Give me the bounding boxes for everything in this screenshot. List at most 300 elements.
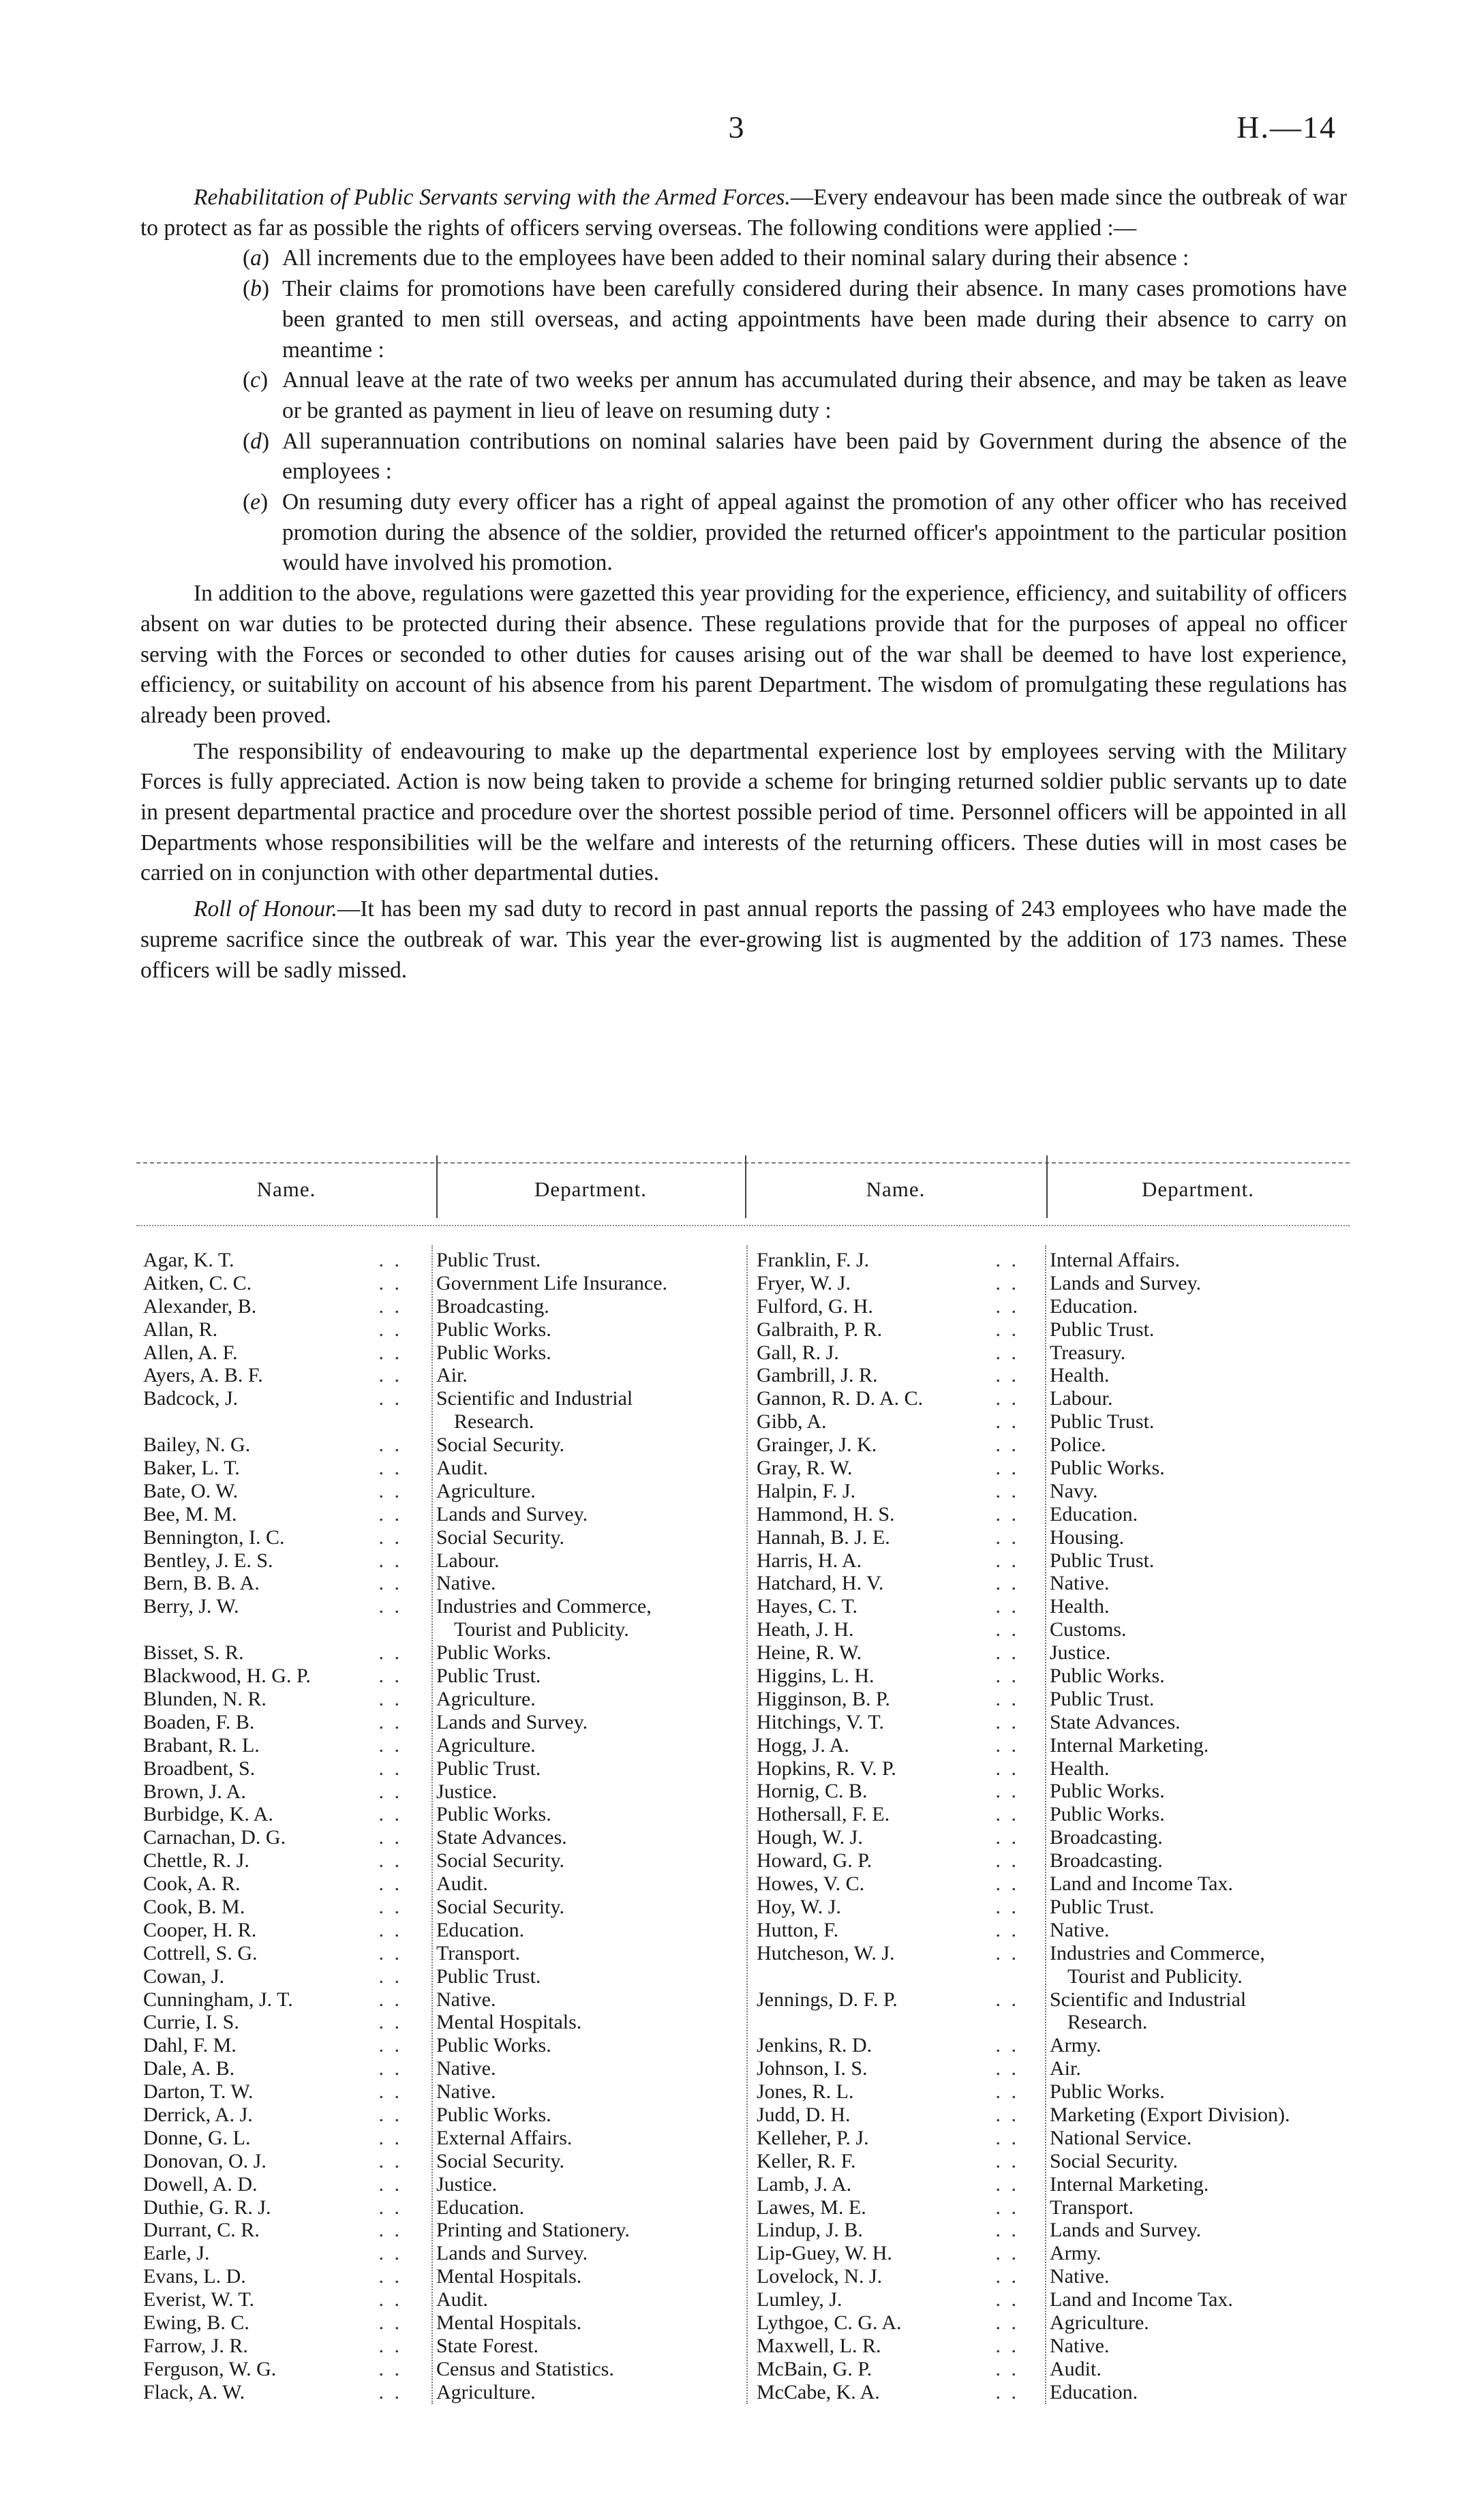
roll-entry <box>746 2358 1353 2381</box>
entry-name: Jones, R. L. <box>757 2080 854 2104</box>
leader-dots: . . <box>378 2011 402 2034</box>
entry-department <box>1050 1665 1353 1688</box>
department-text: Industries and Commerce, <box>436 1595 652 1618</box>
leader-dots: . . <box>995 2311 1019 2334</box>
roll-entry <box>746 1757 1353 1780</box>
roll-entry <box>136 1318 743 1341</box>
department-continuation: Research. <box>1067 2011 1148 2034</box>
leader-dots: . . <box>995 1457 1019 1480</box>
leader-dots: . . <box>995 1757 1019 1780</box>
leader-dots: . . <box>378 2219 402 2242</box>
entry-name: Dale, A. B. <box>143 2057 235 2080</box>
roll-left-list <box>136 1249 743 2404</box>
entry-name: Earle, J. <box>143 2242 210 2265</box>
department-text: Audit. <box>436 1872 488 1896</box>
leader-dots: . . <box>378 1549 402 1572</box>
table-header-rule <box>136 1225 1350 1226</box>
leader-dots: . . <box>995 1826 1019 1849</box>
leader-dots: . . <box>995 1502 1019 1525</box>
roll-entry <box>136 1433 743 1457</box>
entry-department <box>1050 1826 1353 1849</box>
department-text: Air. <box>436 1364 468 1387</box>
entry-department <box>1050 1433 1353 1457</box>
entry-department <box>436 1780 736 1804</box>
entry-name: Blunden, N. R. <box>143 1687 267 1710</box>
department-text: Lands and Survey. <box>436 2242 588 2265</box>
entry-department <box>436 2173 736 2196</box>
department-text: Transport. <box>1050 2196 1134 2219</box>
department-text: Internal Marketing. <box>1050 1733 1209 1757</box>
leader-dots: . . <box>995 1364 1019 1387</box>
department-text: Justice. <box>436 2172 498 2196</box>
entry-department <box>1050 2104 1353 2127</box>
entry-department <box>436 2311 736 2335</box>
department-text: Audit. <box>436 2288 488 2311</box>
entry-name: Alexander, B. <box>143 1294 257 1318</box>
roll-entry <box>746 1849 1353 1872</box>
department-text: Public Trust. <box>1050 1410 1155 1433</box>
leader-dots: . . <box>378 1757 402 1780</box>
roll-entry <box>136 2127 743 2150</box>
condition-label: ( b ) <box>243 274 277 305</box>
roll-entry <box>136 2311 743 2335</box>
leader-dots: . . <box>378 1525 402 1549</box>
leader-dots: . . <box>378 2172 402 2196</box>
entry-department <box>1050 1595 1353 1618</box>
department-text: Broadcasting. <box>1050 1849 1163 1872</box>
roll-entry <box>746 2242 1353 2265</box>
leader-dots: . . <box>378 1294 402 1318</box>
department-text: Public Works. <box>436 1318 551 1341</box>
rehabilitation-heading: Rehabilitation of Public Servants serving with the Armed Forces. <box>194 185 791 210</box>
entry-department <box>436 1480 736 1503</box>
department-text: Social Security. <box>1050 2149 1179 2172</box>
entry-department <box>436 1641 736 1665</box>
leader-dots: . . <box>378 1341 402 1364</box>
entry-name: Lip-Guey, W. H. <box>757 2242 892 2265</box>
leader-dots: . . <box>378 1780 402 1803</box>
roll-entry <box>746 2311 1353 2335</box>
entry-name: Hitchings, V. T. <box>757 1710 884 1733</box>
entry-department <box>436 1341 736 1365</box>
entry-department <box>436 1526 736 1549</box>
department-text: Public Works. <box>1050 1780 1165 1803</box>
roll-entry <box>746 2104 1353 2127</box>
department-text: Lands and Survey. <box>1050 1271 1202 1294</box>
entry-name: Judd, D. H. <box>757 2103 851 2126</box>
entry-name: Lawes, M. E. <box>757 2196 866 2219</box>
roll-entry <box>136 1595 743 1641</box>
entry-name: Hammond, H. S. <box>757 1502 895 1525</box>
entry-name: Aitken, C. C. <box>143 1271 252 1294</box>
department-text: Census and Statistics. <box>436 2357 614 2380</box>
department-text: Native. <box>436 2080 496 2104</box>
department-text: Public Trust. <box>1050 1687 1155 1710</box>
department-text: Public Trust. <box>436 1757 541 1780</box>
department-text: Public Works. <box>436 2034 551 2057</box>
department-text: Labour. <box>436 1549 500 1572</box>
leader-dots: . . <box>378 1249 402 1271</box>
department-text: Agriculture. <box>436 1733 536 1757</box>
department-text: State Advances. <box>436 1826 567 1849</box>
entry-name: Currie, I. S. <box>143 2011 239 2034</box>
entry-department <box>436 1734 736 1757</box>
entry-name: Lovelock, N. J. <box>757 2265 883 2288</box>
roll-entry <box>136 2381 743 2404</box>
leader-dots: . . <box>995 1918 1019 1941</box>
entry-department <box>436 2381 736 2404</box>
department-text: Broadcasting. <box>436 1294 549 1318</box>
leader-dots: . . <box>378 1803 402 1826</box>
department-text: Navy. <box>1050 1479 1098 1502</box>
entry-name: Allan, R. <box>143 1318 218 1341</box>
roll-entry <box>136 1503 743 1526</box>
entry-name: Halpin, F. J. <box>757 1479 856 1502</box>
department-text: State Advances. <box>1050 1710 1181 1733</box>
leader-dots: . . <box>995 1294 1019 1318</box>
roll-entry <box>136 1295 743 1318</box>
leader-dots: . . <box>378 2311 402 2334</box>
entry-name: Flack, A. W. <box>143 2380 245 2403</box>
entry-name: Duthie, G. R. J. <box>143 2196 271 2219</box>
condition-item <box>140 274 1347 365</box>
entry-name: Carnachan, D. G. <box>143 1826 286 1849</box>
roll-entry <box>746 2127 1353 2150</box>
leader-dots: . . <box>995 1433 1019 1457</box>
entry-name: Brabant, R. L. <box>143 1733 260 1757</box>
roll-entry <box>136 1872 743 1896</box>
leader-dots: . . <box>995 2288 1019 2311</box>
leader-dots: . . <box>995 1849 1019 1872</box>
entry-department <box>436 1503 736 1526</box>
leader-dots: . . <box>995 2103 1019 2126</box>
department-text: Public Trust. <box>436 1964 541 1988</box>
entry-department <box>436 2358 736 2381</box>
roll-entry <box>136 2219 743 2242</box>
leader-dots: . . <box>995 2219 1019 2242</box>
department-text: Scientific and Industrial <box>1050 1988 1247 2011</box>
department-text: Education. <box>1050 2380 1138 2403</box>
entry-name: Everist, W. T. <box>143 2288 255 2311</box>
entry-department <box>1050 1457 1353 1480</box>
department-text: Scientific and Industrial <box>436 1387 633 1410</box>
department-text: Education. <box>1050 1294 1138 1318</box>
condition-item <box>140 365 1347 426</box>
roll-entry <box>136 2242 743 2265</box>
roll-entry <box>746 1480 1353 1503</box>
entry-department <box>436 2196 736 2219</box>
entry-name: Cooper, H. R. <box>143 1918 257 1941</box>
roll-entry <box>746 1457 1353 1480</box>
entry-name: Hutton, F. <box>757 1918 839 1941</box>
entry-department <box>436 2057 736 2080</box>
department-text: Public Works. <box>1050 1803 1165 1826</box>
roll-entry <box>746 1595 1353 1618</box>
roll-entry <box>136 1711 743 1734</box>
department-text: Treasury. <box>1050 1341 1126 1364</box>
entry-department <box>436 1364 736 1387</box>
entry-department <box>1050 2127 1353 2150</box>
roll-of-honour-intro <box>140 894 1347 986</box>
roll-entry <box>746 1526 1353 1549</box>
entry-name: Harris, H. A. <box>757 1549 862 1572</box>
department-text: Public Trust. <box>1050 1549 1155 1572</box>
entry-name: Cowan, J. <box>143 1964 225 1988</box>
roll-entry <box>136 1849 743 1872</box>
entry-department <box>436 1457 736 1480</box>
department-text: Internal Marketing. <box>1050 2172 1209 2196</box>
department-text: Agriculture. <box>436 1687 536 1710</box>
entry-name: Bee, M. M. <box>143 1502 237 1525</box>
department-text: Labour. <box>1050 1387 1113 1410</box>
roll-entry <box>136 1896 743 1919</box>
roll-entry <box>746 1665 1353 1688</box>
leader-dots: . . <box>995 1941 1019 1964</box>
entry-department <box>436 1549 736 1573</box>
leader-dots: . . <box>378 1433 402 1457</box>
department-text: Land and Income Tax. <box>1050 2288 1233 2311</box>
conditions-list <box>140 243 1347 579</box>
roll-entry <box>136 1387 743 1433</box>
department-continuation: Tourist and Publicity. <box>1067 1964 1243 1988</box>
entry-department <box>1050 2265 1353 2288</box>
roll-entry <box>136 2173 743 2196</box>
leader-dots: . . <box>378 2380 402 2403</box>
leader-dots: . . <box>995 2080 1019 2104</box>
leader-dots: . . <box>995 2334 1019 2357</box>
roll-entry <box>136 2011 743 2034</box>
department-text: Broadcasting. <box>1050 1826 1163 1849</box>
roll-entry <box>136 1341 743 1365</box>
leader-dots: . . <box>995 2265 1019 2288</box>
roll-of-honour-text: —It has been my sad duty to record in past annual reports the passing of 243 employees who have made the supreme sacrifice since the outbreak of war. This year the ever-growing list is augmented by the addition of 173 names. These officers will be sadly missed. <box>140 896 1347 983</box>
department-text: Health. <box>1050 1595 1110 1618</box>
roll-entry <box>746 2288 1353 2311</box>
roll-entry <box>136 1965 743 1988</box>
roll-entry <box>136 1757 743 1780</box>
entry-name: Gibb, A. <box>757 1410 827 1433</box>
leader-dots: . . <box>378 1457 402 1480</box>
department-text: Native. <box>1050 2334 1110 2357</box>
roll-entry <box>136 1826 743 1849</box>
entry-name: Donovan, O. J. <box>143 2149 267 2172</box>
department-text: Social Security. <box>436 1525 565 1549</box>
department-text: Public Works. <box>436 1803 551 1826</box>
entry-department <box>1050 1318 1353 1341</box>
roll-entry <box>136 2104 743 2127</box>
leader-dots: . . <box>378 2034 402 2057</box>
entry-department <box>436 2335 736 2358</box>
department-text: Audit. <box>436 1457 488 1480</box>
roll-right-column <box>746 1249 1353 2404</box>
department-text: Marketing (Export Division). <box>1050 2103 1290 2126</box>
department-text: Social Security. <box>436 2149 565 2172</box>
entry-department <box>1050 2242 1353 2265</box>
department-text: Transport. <box>436 1941 521 1964</box>
entry-department <box>1050 1364 1353 1387</box>
entry-name: Cook, A. R. <box>143 1872 241 1896</box>
department-text: Agriculture. <box>436 1479 536 1502</box>
rehabilitation-intro <box>140 183 1347 243</box>
leader-dots: . . <box>995 1687 1019 1710</box>
department-text: Education. <box>436 1918 525 1941</box>
roll-entry <box>746 1410 1353 1433</box>
entry-department <box>1050 2080 1353 2104</box>
leader-dots: . . <box>378 1687 402 1710</box>
roll-entry <box>746 1896 1353 1919</box>
entry-name: Donne, G. L. <box>143 2126 251 2149</box>
department-text: Police. <box>1050 1433 1106 1457</box>
entry-name: Bentley, J. E. S. <box>143 1549 273 1572</box>
entry-department <box>1050 2196 1353 2219</box>
leader-dots: . . <box>995 1249 1019 1271</box>
leader-dots: . . <box>995 2380 1019 2403</box>
leader-dots: . . <box>378 2057 402 2080</box>
entry-name: Farrow, J. R. <box>143 2334 248 2357</box>
department-text: Mental Hospitals. <box>436 2011 582 2034</box>
leader-dots: . . <box>995 1595 1019 1618</box>
leader-dots: . . <box>378 1964 402 1988</box>
leader-dots: . . <box>378 1572 402 1595</box>
entry-name: Gannon, R. D. A. C. <box>757 1387 924 1410</box>
entry-name: Johnson, I. S. <box>757 2057 868 2080</box>
leader-dots: . . <box>995 2126 1019 2149</box>
department-text: Social Security. <box>436 1895 565 1918</box>
department-text: Social Security. <box>436 1433 565 1457</box>
roll-entry <box>746 1734 1353 1757</box>
leader-dots: . . <box>995 1271 1019 1294</box>
entry-name: Darton, T. W. <box>143 2080 254 2104</box>
department-text: Native. <box>436 1988 496 2011</box>
entry-name: Lindup, J. B. <box>757 2219 863 2242</box>
roll-entry <box>746 1872 1353 1896</box>
department-text: State Forest. <box>436 2334 538 2357</box>
entry-department <box>1050 1503 1353 1526</box>
entry-department <box>1050 1757 1353 1780</box>
entry-name: Derrick, A. J. <box>143 2103 253 2126</box>
entry-name: Ayers, A. B. F. <box>143 1364 263 1387</box>
entry-name: Cunningham, J. T. <box>143 1988 293 2011</box>
entry-department <box>1050 1480 1353 1503</box>
department-text: Public Works. <box>1050 2080 1165 2104</box>
entry-department <box>436 2011 736 2034</box>
entry-department <box>436 2034 736 2057</box>
roll-entry <box>746 2381 1353 2404</box>
department-text: Housing. <box>1050 1525 1125 1549</box>
entry-department <box>1050 2288 1353 2311</box>
entry-name: Bisset, S. R. <box>143 1641 244 1665</box>
entry-name: Agar, K. T. <box>143 1249 234 1271</box>
entry-department <box>1050 1387 1353 1410</box>
leader-dots: . . <box>378 1849 402 1872</box>
leader-dots: . . <box>995 1780 1019 1803</box>
entry-name: Howes, V. C. <box>757 1872 865 1896</box>
department-text: Education. <box>436 2196 525 2219</box>
condition-label: ( d ) <box>243 427 277 457</box>
leader-dots: . . <box>995 1410 1019 1433</box>
department-text: Army. <box>1050 2034 1102 2057</box>
entry-name: Ewing, B. C. <box>143 2311 249 2334</box>
entry-name: Heath, J. H. <box>757 1618 854 1641</box>
entry-name: Cottrell, S. G. <box>143 1941 258 1964</box>
regulations-paragraph: In addition to the above, regulations were gazetted this year providing for the experience, efficiency, and suitability of officers absent on war duties to be protected during their absence. These regulations provide that for the purposes of appeal no officer serving with the Forces or seconded to other duties for causes arising out of the war shall be deemed to have lost experience, efficiency, or suitability on account of his absence from his parent Department. The wisdom of promulgating these regulations has already been proved. <box>140 581 1347 728</box>
leader-dots: . . <box>378 2334 402 2357</box>
entry-department <box>436 2104 736 2127</box>
leader-dots: . . <box>995 2034 1019 2057</box>
leader-dots: . . <box>378 1479 402 1502</box>
responsibility-paragraph: The responsibility of endeavouring to make up the departmental experience lost by employees serving with the Military Forces is fully appreciated. Action is now being taken to provide a scheme for bringing returned soldier public servants up to date in present departmental practice and procedure over the shortest possible period of time. Personnel officers will be appointed in all Departments whose responsibilities will be the welfare and interests of the returning officers. These duties will in most cases be carried on in conjunction with other departmental duties. <box>140 738 1347 886</box>
entry-name: Bate, O. W. <box>143 1479 239 1502</box>
leader-dots: . . <box>378 1364 402 1387</box>
leader-dots: . . <box>995 1387 1019 1410</box>
entry-name: Gray, R. W. <box>757 1457 853 1480</box>
department-text: Public Works. <box>436 2103 551 2126</box>
roll-entry <box>136 1665 743 1688</box>
entry-name: Broadbent, S. <box>143 1757 256 1780</box>
department-text: Native. <box>1050 1572 1110 1595</box>
entry-name: Brown, J. A. <box>143 1780 246 1803</box>
roll-entry <box>136 1549 743 1573</box>
page-number: 3 <box>728 110 744 145</box>
leader-dots: . . <box>378 1826 402 1849</box>
department-text: Air. <box>1050 2057 1081 2080</box>
entry-department <box>436 2265 736 2288</box>
entry-department <box>1050 1896 1353 1919</box>
leader-dots: . . <box>995 1872 1019 1896</box>
department-text: Health. <box>1050 1757 1110 1780</box>
entry-name: McBain, G. P. <box>757 2357 872 2380</box>
entry-department <box>436 1295 736 1318</box>
department-text: External Affairs. <box>436 2126 573 2149</box>
leader-dots: . . <box>995 2357 1019 2380</box>
roll-entry <box>746 1711 1353 1734</box>
condition-text: Annual leave at the rate of two weeks per annum has accumulated during their absence, and may be taken as leave or be granted as payment in lieu of leave on resuming duty : <box>282 367 1347 423</box>
department-text: Land and Income Tax. <box>1050 1872 1233 1896</box>
roll-entry <box>746 2335 1353 2358</box>
roll-entry <box>746 1249 1353 1272</box>
leader-dots: . . <box>995 1479 1019 1502</box>
roll-entry <box>136 1803 743 1826</box>
leader-dots: . . <box>378 1895 402 1918</box>
entry-department <box>1050 2381 1353 2404</box>
roll-entry <box>136 1988 743 2012</box>
entry-name: Lamb, J. A. <box>757 2172 852 2196</box>
entry-name: Fulford, G. H. <box>757 1294 873 1318</box>
department-text: Mental Hospitals. <box>436 2311 582 2334</box>
entry-department <box>1050 2311 1353 2335</box>
entry-department <box>1050 2358 1353 2381</box>
roll-entry <box>746 1641 1353 1665</box>
entry-department <box>1050 1295 1353 1318</box>
leader-dots: . . <box>995 1641 1019 1665</box>
entry-name: Jenkins, R. D. <box>757 2034 872 2057</box>
leader-dots: . . <box>995 2149 1019 2172</box>
leader-dots: . . <box>378 2242 402 2265</box>
entry-department <box>1050 1572 1353 1595</box>
rehabilitation-intro-text: —Every endeavour has been made since the outbreak of war to protect as far as possible the rights of officers serving overseas. The following conditions were applied :— <box>140 185 1347 241</box>
leader-dots: . . <box>378 1733 402 1757</box>
roll-entry <box>136 1457 743 1480</box>
entry-department <box>436 1872 736 1896</box>
roll-entry <box>136 1249 743 1272</box>
entry-department <box>436 1387 736 1433</box>
entry-department <box>436 1826 736 1849</box>
department-text: Public Trust. <box>1050 1895 1155 1918</box>
roll-entry <box>746 2219 1353 2242</box>
condition-label: ( c ) <box>243 365 277 396</box>
department-text: Public Trust. <box>436 1665 541 1688</box>
roll-entry <box>746 1572 1353 1595</box>
